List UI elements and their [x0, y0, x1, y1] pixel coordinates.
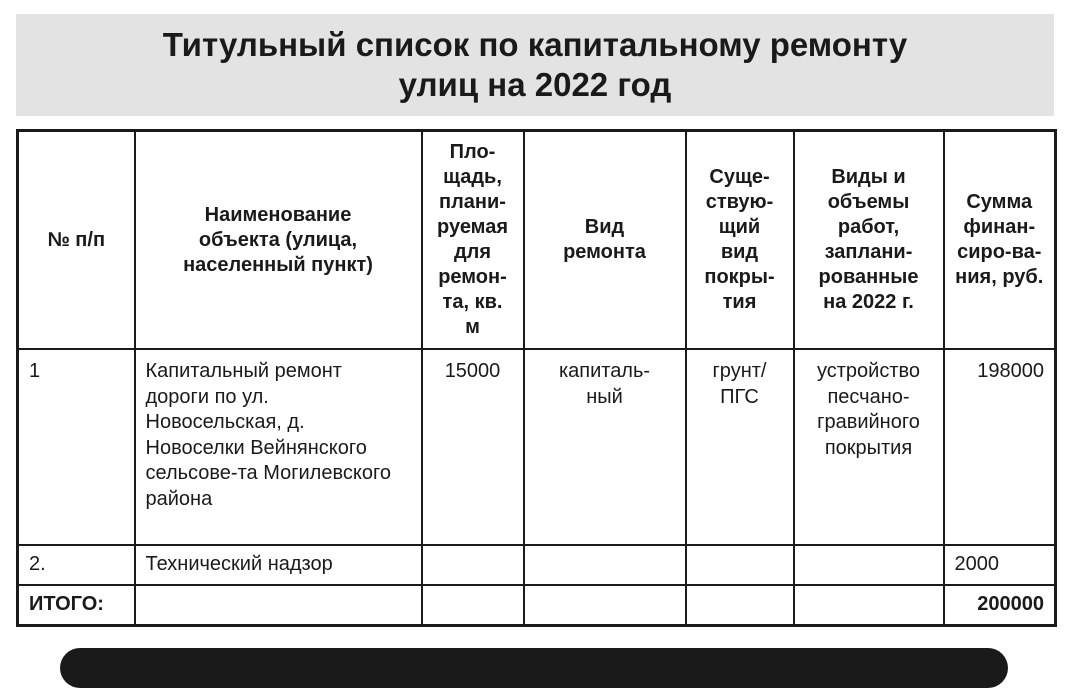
total-empty: [524, 585, 686, 626]
cell-works: устройство песчано-гравийного покрытия: [794, 349, 944, 545]
header-repair-type: Вид ремонта: [524, 131, 686, 350]
bottom-banner: [60, 648, 1008, 688]
cell-object: Капитальный ремонт дороги по ул. Новосельская, д. Новоселки Вейнянского сельсове-та Могилевского района: [135, 349, 422, 545]
cell-object: Технический надзор: [135, 545, 422, 585]
document-title: Титульный список по капитальному ремонту улиц на 2022 год: [162, 26, 908, 103]
cell-area: 15000: [422, 349, 524, 545]
cell-sum: 198000: [944, 349, 1056, 545]
header-works: Виды и объемы работ, заплани-рованные на 2022 г.: [794, 131, 944, 350]
cell-num: 1: [18, 349, 135, 545]
total-label: ИТОГО:: [18, 585, 135, 626]
total-empty: [794, 585, 944, 626]
cell-area: [422, 545, 524, 585]
cell-repair-type: капиталь-ный: [524, 349, 686, 545]
cell-coverage: грунт/ ПГС: [686, 349, 794, 545]
title-band: [16, 14, 1054, 116]
total-empty: [422, 585, 524, 626]
capital-repair-table: [16, 129, 1057, 627]
cell-works: [794, 545, 944, 585]
table-row: [18, 545, 1056, 585]
table-row: [18, 349, 1056, 545]
cell-num: 2.: [18, 545, 135, 585]
table-header-row: [18, 131, 1056, 350]
header-area: Пло-щадь, плани-руемая для ремон-та, кв. м: [422, 131, 524, 350]
total-row: [18, 585, 1056, 626]
cell-sum: 2000: [944, 545, 1056, 585]
header-object: Наименование объекта (улица, населенный пункт): [135, 131, 422, 350]
header-sum: Сумма финан-сиро-ва-ния, руб.: [944, 131, 1056, 350]
header-coverage: Суще-ствую-щий вид покры-тия: [686, 131, 794, 350]
total-empty: [686, 585, 794, 626]
cell-coverage: [686, 545, 794, 585]
total-empty: [135, 585, 422, 626]
header-num: № п/п: [18, 131, 135, 350]
total-sum: 200000: [944, 585, 1056, 626]
cell-repair-type: [524, 545, 686, 585]
